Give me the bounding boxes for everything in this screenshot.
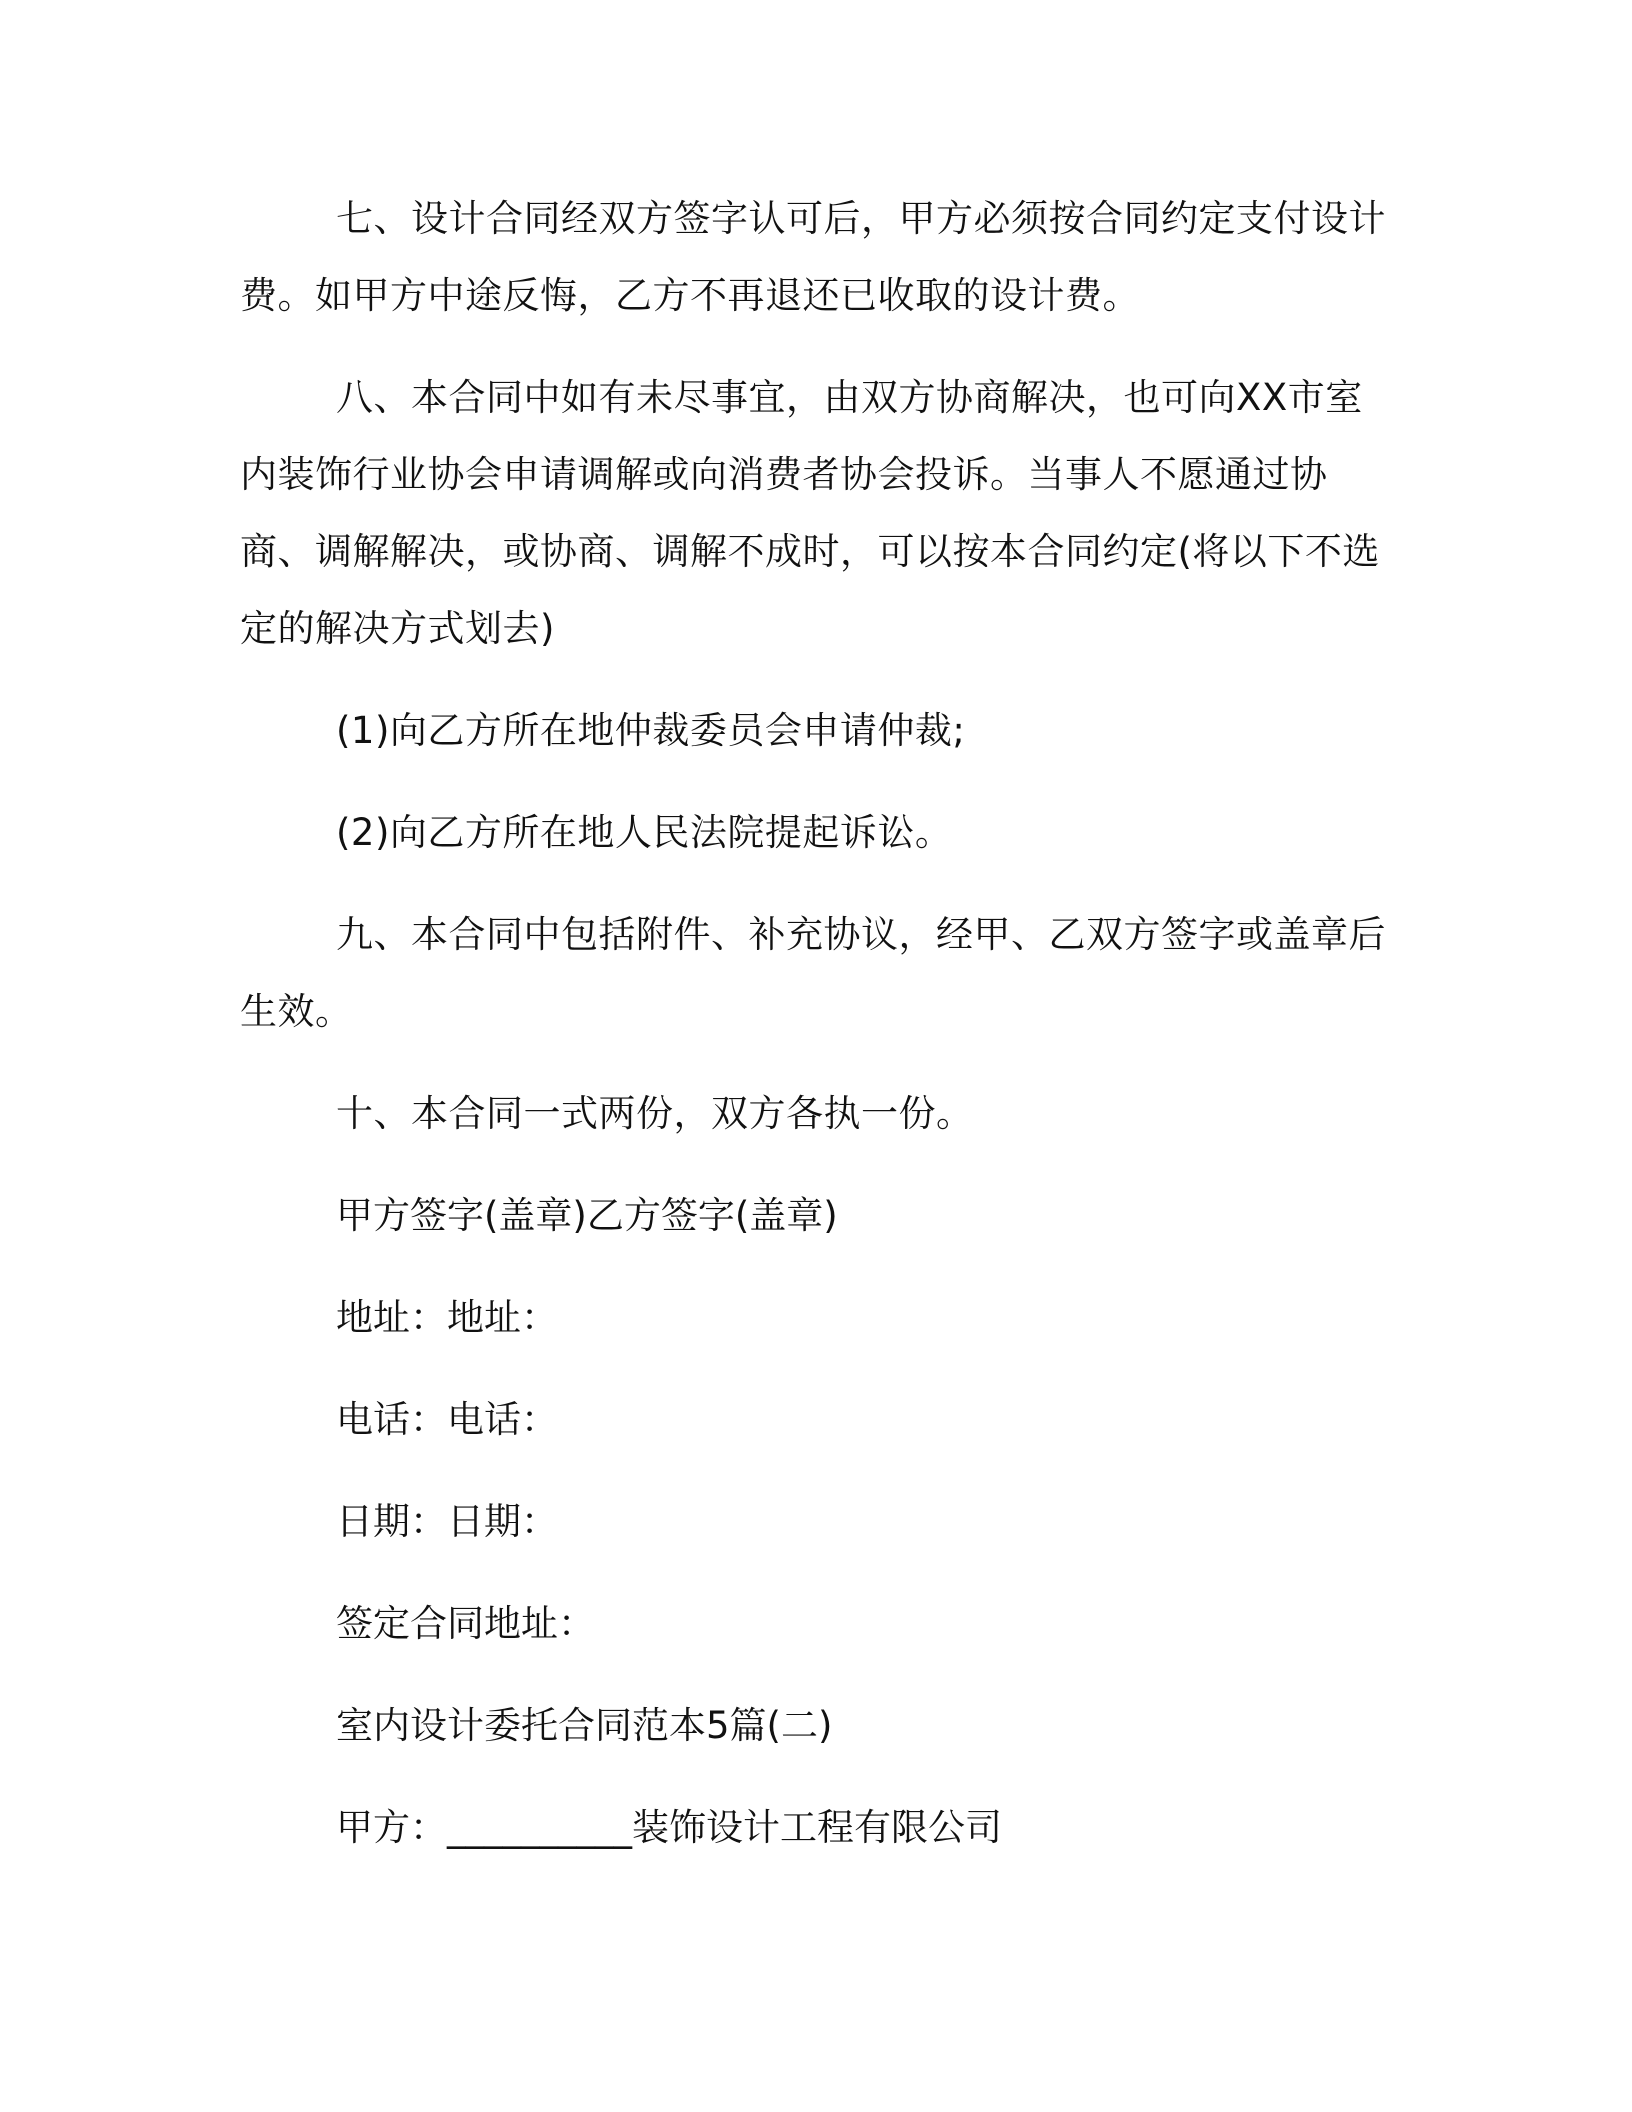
clause-8-option-2: (2)向乙方所在地人民法院提起诉讼。 — [336, 811, 953, 854]
date-line: 日期：日期： — [336, 1500, 558, 1543]
document-page — [240, 180, 1390, 1891]
signature-line: 甲方签字(盖章)乙方签字(盖章) — [336, 1194, 838, 1237]
next-section-title: 室内设计委托合同范本5篇(二) — [336, 1704, 833, 1747]
clause-10: 十、本合同一式两份，双方各执一份。 — [336, 1092, 974, 1135]
signing-place-line: 签定合同地址： — [336, 1602, 595, 1645]
clause-8: 八、本合同中如有未尽事宜，由双方协商解决，也可向XX市室内装饰行业协会申请调解或向消费者协会投诉。当事人不愿通过协商、调解解决，或协商、调解不成时，可以按本合同约定(将以下不选定的解决方式划去) — [240, 376, 1380, 650]
phone-line: 电话：电话： — [336, 1398, 558, 1441]
party-a-line: 甲方：__________装饰设计工程有限公司 — [336, 1806, 1002, 1849]
clause-7: 七、设计合同经双方签字认可后，甲方必须按合同约定支付设计费。如甲方中途反悔，乙方不再退还已收取的设计费。 — [240, 197, 1386, 317]
address-line: 地址：地址： — [336, 1296, 558, 1339]
clause-8-option-1: (1)向乙方所在地仲裁委员会申请仲裁; — [336, 709, 966, 752]
clause-9: 九、本合同中包括附件、补充协议，经甲、乙双方签字或盖章后生效。 — [240, 913, 1386, 1033]
